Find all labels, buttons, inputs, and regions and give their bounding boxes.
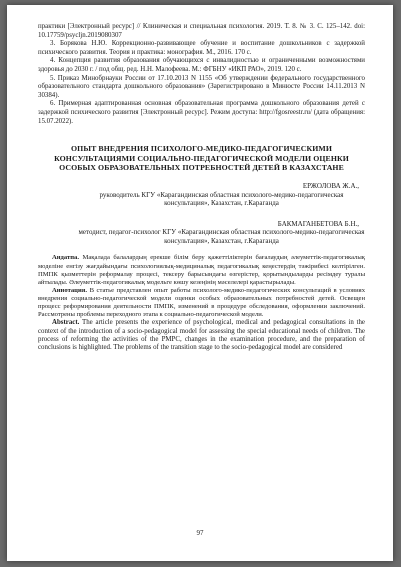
document-page	[7, 5, 393, 561]
abstract-label: Abstract.	[52, 319, 80, 327]
abstract-label: Аннотация.	[52, 286, 88, 294]
article-title: ОПЫТ ВНЕДРЕНИЯ ПСИХОЛОГО-МЕДИКО-ПЕДАГОГИЧЕСКИМИ КОНСУЛЬТАЦИЯМИ СОЦИАЛЬНО-ПЕДАГОГИЧЕСКОЙ МОДЕЛИ ОЦЕНКИ ОСОБЫХ ОБРАЗОВАТЕЛЬНЫХ ПОТРЕБНОСТЕЙ ДЕТЕЙ В КАЗАХСТАНЕ	[54, 144, 349, 173]
author-name: БАКМАГАНБЕТОВА Б.Н.,	[277, 219, 359, 228]
reference-item: 4. Концепция развития образования обучающихся с инвалидностью и ограниченными возможностями здоровья до 2030 г. / под общ. ред. Н.Н. Малофеева. М.: ФГБНУ «ИКП РАО», 2019. 120 с.	[38, 57, 365, 73]
reference-item: 5. Приказ Минобрнауки России от 17.10.2013 N 1155 «Об утверждении федерального государственного образовательного стандарта дошкольного образования» (Зарегистрировано в Минюсте России 14.11.2013 N 30384).	[38, 74, 365, 99]
page-number: 97	[196, 529, 204, 537]
reference-item: 3. Борякова Н.Ю. Коррекционно-развивающее обучение и воспитание дошкольников с задержкой психического развития. Теория и практика: монография. М., 2016. 170 с.	[38, 40, 365, 56]
reference-item: практики [Электронный ресурс] // Клиническая и специальная психология. 2019. Т. 8. № 3. С. 125–142. doi: 10.17759/psycljn.2019080307	[38, 23, 365, 39]
abstract-en	[38, 319, 365, 353]
author-affiliation: руководитель КГУ «Карагандинская областная психолого-медико-педагогическая консультация», Казахстан, г.Караганда	[99, 190, 344, 208]
abstract-text: В статье представлен опыт работы психолого-медико-педагогических консультаций в условиях внедрения социально-педагогической модели оценки особых образовательных потребностей детей. Освещен процесс реформирования деятельности ПМПК, изменений в процедуре обследования, оформлении заключений. Рассмотрены проблемы переходного этапа к социально-педагогической модели.	[38, 286, 366, 319]
reference-item: 6. Примерная адаптированная основная образовательная программа дошкольного образования детей с задержкой психического развития [Электронный ресурс]. Режим доступа: http://fgosreestr.ru/ (дата обращения: 15.07.2022).	[38, 100, 365, 125]
author-name: ЕРЖОЛОВА Ж.А.,	[302, 181, 359, 190]
abstract-ru	[38, 287, 365, 319]
reference-list	[38, 23, 365, 126]
abstract-text: Мақалада балалардың ерекше білім беру қажеттіліктерін бағалаудың әлеуметтік-педагогикалық моделіне енгізу жағдайындағы психологиялық-медициналық педагогикалық кеңестердің тәжірибесі келтірілген. ПМПК қызметтерін реформалау процесі, тексеру барысындағы өзгерістер, қорытындыларды ресімдеу туралы айтылады. Әлеуметтік-педагогикалық модельге көшу кезеңінің мәселелері қарастырылады.	[38, 254, 365, 286]
abstract-label: Андатпа.	[52, 254, 80, 262]
abstract-kz	[38, 254, 365, 286]
abstract-text: The article presents the experience of psychological, medical and pedagogical consultations in the context of the introduction of a socio-pedagogical model for assessing the special educational needs of children. The process of reforming the activities of the PMPC, changes in the examination procedure, and the preparation of conclusions is highlighted. The problems of the transition stage to the socio-pedagogical model are considered	[38, 319, 365, 352]
author-affiliation: методист, педагог-психолог КГУ «Карагандинская областная психолого-медико-педагогическая консультация», Казахстан, г.Караганда	[78, 228, 365, 245]
author-block	[38, 182, 365, 246]
abstract-block	[38, 254, 365, 352]
